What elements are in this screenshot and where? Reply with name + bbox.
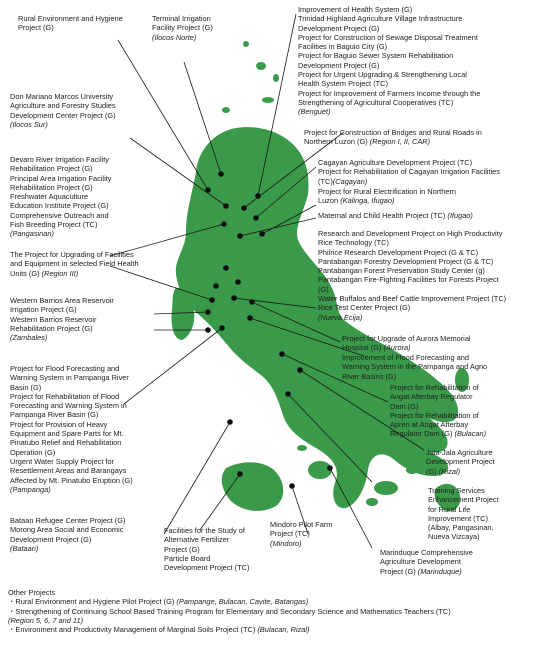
label-mindoro (270, 520, 332, 548)
label-line: (G) (426, 466, 437, 476)
label-line: Strengthening of Agricultural Cooperatives (TC) (298, 97, 454, 107)
label-line: Basin (G) (10, 382, 42, 392)
label-line: Improvement of Health System (G) (298, 5, 413, 14)
label-line: Devaro River Irrigation Facility (10, 155, 109, 164)
label-line: Project for Rural Electrification in Northern (318, 187, 457, 196)
label-line: Bataan Refugee Center Project (G) (10, 516, 126, 525)
label-line: Training Services (428, 486, 485, 495)
label-line: Development Project (G) (298, 60, 380, 70)
label-line: Rural Environment and Hygiene (18, 14, 123, 23)
label-zambales (10, 296, 114, 342)
label-region: (Mindoro) (270, 538, 302, 548)
label-region: (Ilocos Sur) (10, 119, 48, 129)
label-line: Irrigation Project (G) (10, 305, 77, 315)
label-line: Marinduque Comprehensive (380, 548, 473, 557)
label-line: Facilities for the Study of (164, 526, 245, 535)
label-pampanga (10, 364, 133, 494)
label-training (428, 486, 499, 542)
label-line: Project for Provision of Heavy (10, 419, 108, 429)
label-region: (Bulacan) (454, 429, 487, 439)
label-line: Project for Upgrade of Aurora Memorial (342, 334, 471, 343)
label-line: Project (G) (380, 566, 416, 576)
label-line: Project for Urgent Upgrading & Strengthening Local (298, 70, 467, 80)
label-line: Project (G) (18, 23, 54, 33)
label-line: Cagayan Agriculture Development Project (TC) (318, 158, 473, 167)
label-region: (Region III) (41, 268, 79, 278)
label-region: (Nueva Ecija) (318, 312, 363, 322)
label-line: Luzon (318, 196, 339, 206)
label-line: Warning System in Pampanga River (10, 373, 129, 383)
label-line: for Rural Life (428, 504, 471, 514)
label-region: (Ifugao) (447, 211, 473, 220)
other-project-text: ・Strengthening of Continuing School Based Training Program for Elementary and Secondary Science and Mathematics Teachers (TC) (8, 606, 451, 616)
other-projects-heading: Other Projects (8, 588, 56, 597)
label-line: Improvement (TC) (428, 513, 488, 523)
label-line: (TC) (318, 176, 333, 186)
label-line: Project (TC) (270, 529, 310, 539)
label-region: (Rizal) (438, 466, 461, 476)
label-line: Rehabilitation Project (G) (10, 164, 93, 174)
label-line: Development Center Project (G) (10, 110, 116, 120)
label-marinduque (380, 548, 473, 576)
other-project-region: (Pampange, Bulacan, Cavite, Batangas) (176, 597, 309, 607)
label-line: Trinidad Highland Agriculture Village Infrastructure (298, 14, 463, 24)
label-line: The Project for Upgrading of Facilities (10, 250, 134, 259)
label-health-units (10, 250, 139, 278)
label-rizal (426, 448, 495, 476)
other-project-item (8, 607, 451, 616)
label-line: Hospital (G) (342, 343, 382, 353)
label-fertilizer (164, 526, 249, 572)
label-nueva-ecija (318, 229, 506, 322)
label-line: Regulator Dam (G) (390, 429, 453, 439)
label-line: Development Project (426, 457, 495, 467)
label-line: Terminal Irrigation (152, 14, 211, 23)
label-aurora (342, 334, 471, 353)
label-line: Nueva Vizcaya) (428, 532, 480, 542)
label-line: (G) (318, 284, 329, 294)
other-project-text: ・Rural Environment and Hygiene Pilot Project (G) (8, 597, 175, 607)
label-line: Jala-Jala Agriculture (426, 448, 493, 457)
label-bulacan (390, 383, 486, 439)
label-line: Pantabangan Fire-Fighting Facilities for Forests Project (318, 275, 499, 285)
label-line: Rehabilitation Project (G) (10, 182, 93, 192)
label-region: (Cagayan) (332, 176, 368, 186)
label-region: (Kalinga, Ifugao) (340, 196, 395, 206)
label-pangasinan (10, 155, 111, 239)
label-rural-environment (18, 14, 123, 33)
label-line: Maternal and Child Health Project (TC) (318, 211, 446, 220)
label-line: Facility Project (G) (152, 23, 213, 33)
label-line: Particle Board (164, 553, 211, 563)
label-line: Western Barrios Area Reservoir (10, 296, 114, 305)
label-line: Pinatubo Relief and Rehabilitation (10, 438, 122, 448)
other-project-item (8, 616, 451, 625)
label-line: Northern Luzon (G) (304, 137, 368, 147)
label-line: Mindoro Pilot Farm (270, 520, 333, 529)
label-line: Pantabangan Forest Preservation Study Center (g) (318, 266, 485, 276)
label-line: Western Barrios Reservoir (10, 314, 97, 324)
label-line: Angat Afterbay Regulator (390, 392, 473, 402)
label-line: Project for Rehabilitation of (390, 410, 479, 420)
label-line: and Equipment in selected Field Health (10, 259, 139, 269)
label-line: Units (G) (10, 268, 40, 278)
label-line: Resettlement Areas and Barangays (10, 466, 127, 476)
label-line: Equipment and Spare Parts for Mt. (10, 429, 124, 439)
label-region: (Zambales) (10, 333, 48, 343)
label-line: Operation (G) (10, 447, 56, 457)
other-project-text: ・Environment and Productivity Management of Marginal Soils Project (TC) (8, 625, 256, 635)
label-pampanga-agno (342, 353, 487, 381)
label-line: Forecasting and Warning System in (10, 401, 127, 411)
label-line: Project (G) (164, 544, 200, 554)
label-region: (Pangasinan) (10, 229, 54, 239)
label-line: Enhancement Project (428, 495, 499, 505)
label-line: Warning System in the Pampanga and Agno (342, 362, 488, 372)
label-line: Development Project (G) (298, 23, 380, 33)
label-region: (Bataan) (10, 543, 39, 553)
label-line: Project for Rehabilitation of Cagayan Irrigation Facilities (318, 167, 500, 177)
label-line: Project for Improvement of Farmers Income through the (298, 88, 481, 98)
label-line: Facilities in Baguio City (G) (298, 42, 388, 52)
label-line: Agriculture Development (380, 557, 461, 567)
label-line: (Albay, Pangasinan, (428, 523, 494, 533)
label-line: Water Buffalos and Beef Cattle Improvement Project (TC) (318, 294, 507, 304)
other-project-region: (Region 5, 6, 7 and 11) (8, 615, 84, 625)
other-projects (8, 588, 451, 634)
label-line: Project for Baguio Sewer System Rehabilitation (298, 51, 454, 61)
label-mmsu (10, 92, 116, 129)
other-project-region: (Bulacan, Rizal) (257, 625, 310, 635)
label-region: (Aurora) (383, 343, 411, 353)
label-line: Comprehensive Outreach and (10, 210, 109, 220)
label-region: (Ilocos Norte) (152, 32, 197, 42)
label-line: Don Mariano Marcos University (10, 92, 114, 101)
other-project-item (8, 597, 451, 606)
label-line: Fish Breeding Project (TC) (10, 220, 98, 230)
label-line: Rice Technology (TC) (318, 238, 389, 248)
label-line: Urgent Water Supply Project for (10, 456, 115, 466)
label-line: Apren at Angat Afterbay (390, 420, 469, 430)
label-line: Development Project (TC) (164, 563, 250, 573)
label-cagayan (318, 158, 500, 186)
label-line: Project for Flood Forecasting and (10, 364, 120, 373)
label-line: Philrice Research Development Project (G & TC) (318, 247, 479, 257)
label-ifugao (318, 211, 473, 220)
label-region: (Benguet) (298, 107, 331, 117)
label-terminal-irrigation (152, 14, 213, 42)
label-line: Project for Construction of Sewage Disposal Treatment (298, 32, 478, 42)
label-line: Freshwater Aquaculture (10, 192, 89, 202)
label-line: Alternative Fertilizer (164, 535, 230, 545)
label-line: Health System Project (TC) (298, 79, 388, 89)
label-line: Research and Development Project on High Productivity (318, 229, 503, 238)
label-region: (Marinduque) (417, 566, 462, 576)
label-kalinga (318, 187, 456, 206)
label-line: Rehabilitation Project (G) (10, 323, 93, 333)
label-line: Project for Rehabilitation of Flood (10, 391, 120, 401)
label-region: (Pampanga) (10, 484, 51, 494)
label-line: Principal Area Irrigation Facility (10, 173, 112, 183)
label-benguet (298, 5, 480, 117)
label-bridges (304, 128, 482, 147)
label-line: Development Project (G) (10, 534, 92, 544)
label-line: Morong Area Social and Economic (10, 525, 124, 535)
label-line: Agriculture and Forestry Studies (10, 101, 116, 111)
other-project-item (8, 625, 451, 634)
label-line: River Basins (G) (342, 371, 397, 381)
label-line: Pantabangan Forestry Development Project (G & TC) (318, 256, 494, 266)
label-line: Pampanga River Basin (G) (10, 410, 99, 420)
label-line: Project for Rehabilitation of (390, 383, 479, 392)
label-bataan (10, 516, 125, 553)
label-line: Improvement of Flood Forecasting and (342, 353, 469, 362)
label-line: Project for Construction of Bridges and Rural Roads in (304, 128, 482, 137)
label-line: Rice Test Center Project (G) (318, 303, 411, 313)
label-line: Affected by Mt. Pinatubo Eruption (G) (10, 475, 133, 485)
label-line: Education Institute Project (G) (10, 201, 109, 211)
label-line: Dam (G) (390, 401, 419, 411)
label-region: (Region I, II, CAR) (369, 137, 431, 147)
